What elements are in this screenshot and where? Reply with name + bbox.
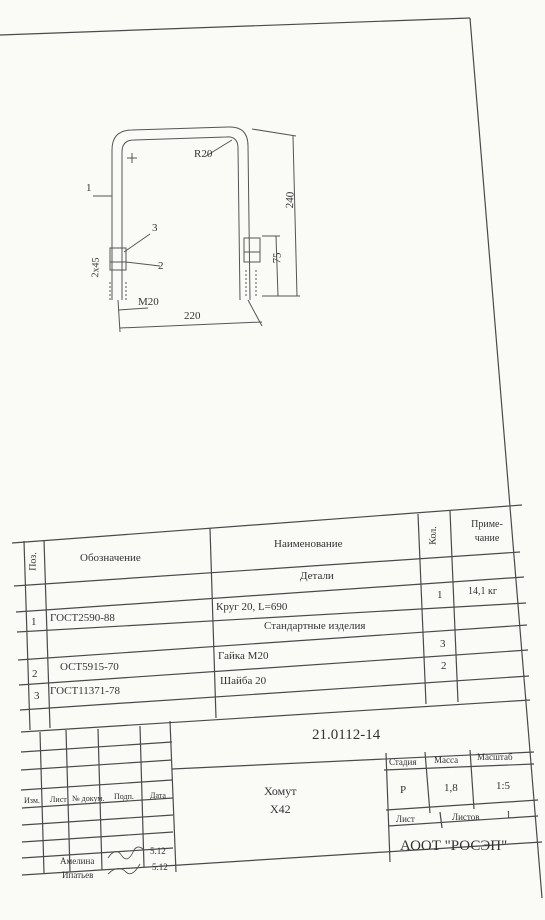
title-line-1: Хомут: [264, 784, 297, 798]
mass-label: Масса: [434, 755, 459, 765]
rev-header-date: Дата: [150, 791, 166, 800]
position-label-3: 3: [152, 222, 158, 234]
section-parts: Детали: [300, 570, 334, 582]
row1-note: 14,1 кг: [468, 586, 497, 597]
section-standard: Стандартные изделия: [264, 620, 366, 632]
rev-header-ndoc: № докум.: [72, 794, 105, 803]
thread-dimension: M20: [138, 296, 159, 308]
header-name: Наименование: [274, 538, 343, 550]
scale-label: Масштаб: [477, 752, 513, 762]
row3-qty: 2: [441, 660, 447, 672]
row3-designation: ГОСТ11371-78: [50, 685, 120, 697]
rev-header-list: Лист: [50, 795, 67, 804]
rev-header-sign: Подп.: [114, 792, 134, 801]
scale-value: 1:5: [496, 780, 511, 792]
height-dimension: 240: [283, 191, 297, 209]
header-designation: Обозначение: [80, 552, 141, 564]
row3-name: Шайба 20: [220, 675, 267, 687]
header-qty: Кол.: [427, 526, 440, 545]
radius-dimension: R20: [194, 148, 213, 160]
title-line-2: Х42: [270, 802, 291, 816]
header-note: Приме-чание: [471, 519, 503, 544]
company-name: АООТ "РОСЭП": [400, 838, 508, 854]
row2-qty: 3: [440, 638, 446, 650]
signer-name-1: Амелина: [60, 856, 95, 866]
row2-pos: 2: [32, 668, 38, 680]
position-label-1: 1: [86, 182, 92, 194]
document-number: 21.0112-14: [312, 727, 381, 743]
header-pos: Поз.: [27, 551, 40, 572]
stage-value: Р: [400, 784, 407, 796]
chamfer-dimension: 2х45: [90, 257, 102, 278]
thread-length-dimension: 75: [271, 252, 284, 264]
rev-header-izm: Изм.: [24, 796, 40, 805]
row1-name: Круг 20, L=690: [216, 601, 288, 613]
signer-date-2: 5.12: [152, 862, 168, 872]
mass-value: 1,8: [444, 782, 458, 794]
row3-pos: 3: [34, 690, 40, 702]
sheets-label: Листов: [452, 812, 480, 822]
sheet-label: Лист: [396, 814, 415, 824]
row1-designation: ГОСТ2590-88: [50, 612, 115, 624]
signer-date-1: 5.12: [150, 846, 166, 856]
row2-designation: ОСТ5915-70: [60, 661, 119, 673]
row1-pos: 1: [31, 616, 37, 628]
signer-name-2: Ипатьев: [62, 870, 94, 880]
stage-label: Стадия: [389, 757, 417, 767]
position-label-2: 2: [158, 260, 164, 272]
row1-qty: 1: [437, 589, 443, 601]
sheets-value: 1: [506, 810, 511, 821]
width-dimension: 220: [184, 310, 201, 322]
row2-name: Гайка М20: [218, 650, 269, 662]
